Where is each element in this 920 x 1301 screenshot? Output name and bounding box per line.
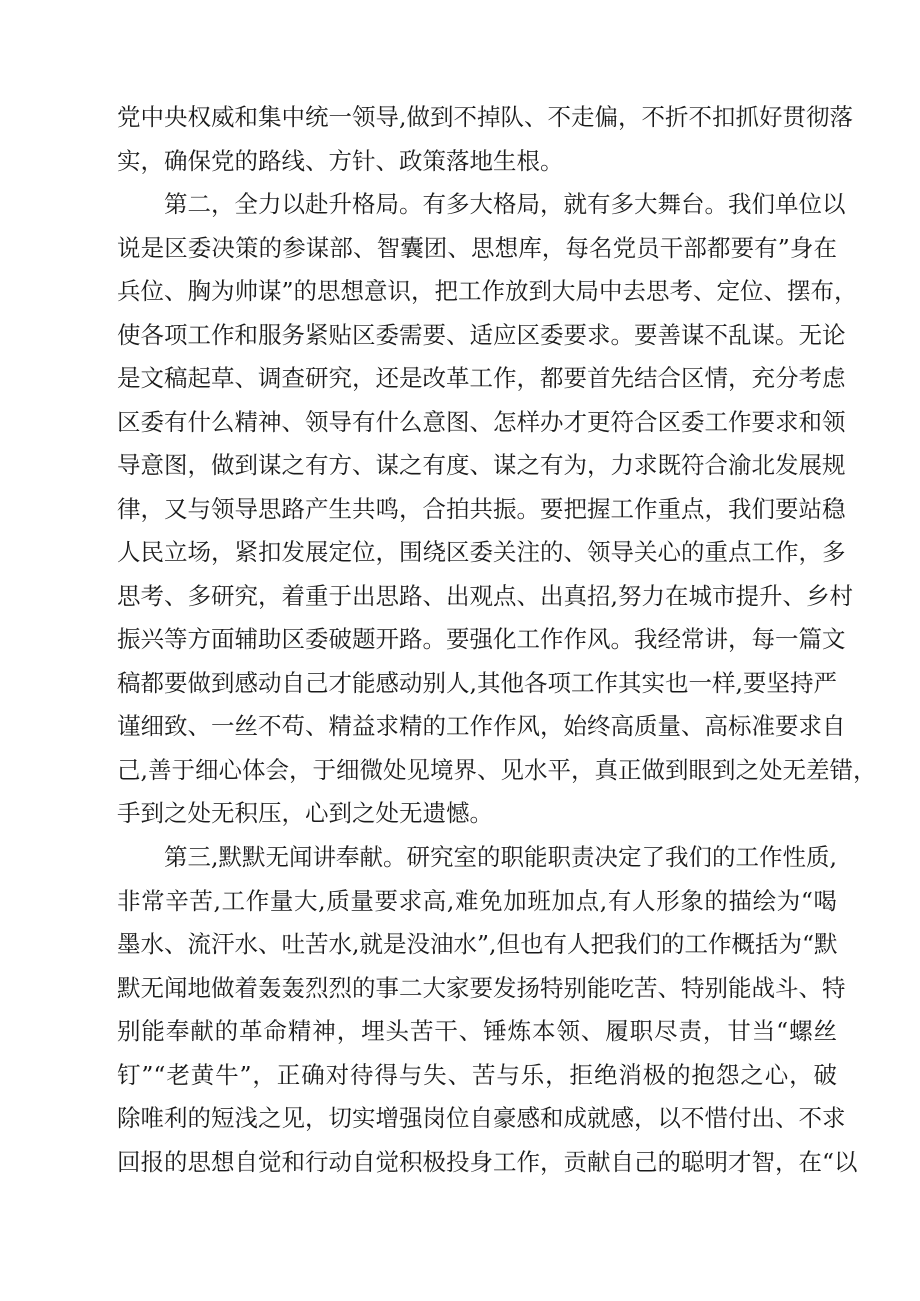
text-line: 非常辛苦,工作量大,质量要求高,难免加班加点,有人形象的描绘为“喝 [117,886,837,915]
text-line: 区委有什么精神、领导有什么意图、怎样办才更符合区委工作要求和领 [117,407,846,436]
text-line: 别能奉献的革命精神，埋头苦干、锤炼本领、履职尽责，甘当“螺丝 [117,1017,837,1045]
paragraph-continued [117,96,853,183]
text-line: 第二，全力以赴升格局。有多大格局，就有多大舞台。我们单位以 [164,190,846,218]
text-line: 导意图，做到谋之有方、谋之有度、谋之有为，力求既符合渝北发展规 [117,451,846,479]
text-line: 说是区委决策的参谋部、智囊团、思想库，每名党员干部都要有”身在 [117,233,837,262]
text-line: 稿都要做到感动自己才能感动别人,其他各项工作其实也一样,要坚持严 [117,668,837,697]
text-line: 除唯利的短浅之见，切实增强岗位自豪感和成就感，以不惜付出、不求 [117,1104,846,1132]
text-line: 己,善于细心体会，于细微处见境界、见水平，真正做到眼到之处无差错， [117,755,877,784]
text-line: 律，又与领导思路产生共鸣，合拍共振。要把握工作重点，我们要站稳 [117,494,846,523]
text-line: 人民立场，紧扣发展定位，围绕区委关注的、领导关心的重点工作，多 [117,538,846,566]
text-line: 钉”“老黄牛”，正确对待得与失、苦与乐，拒绝消极的抱怨之心，破 [117,1060,837,1089]
text-line: 默无闻地做着轰轰烈烈的事二大家要发扬特别能吃苦、特别能战斗、特 [117,973,846,1002]
text-line: 思考、多研究，着重于出思路、出观点、出真招,努力在城市提升、乡村 [117,581,853,610]
text-line: 党中央权威和集中统一领导,做到不掉队、不走偏，不折不扣抓好贯彻落 [117,103,853,131]
text-line: 第三,默默无闻讲奉献。研究室的职能职责决定了我们的工作性质, [164,843,837,871]
text-line: 谨细致、一丝不苟、精益求精的工作作风，始终高质量、高标准要求自 [117,712,846,740]
text-line: 回报的思想自觉和行动自觉积极投身工作，贡献自己的聪明才智，在“以 [117,1147,858,1176]
text-line: 手到之处无积压，心到之处无遗憾。 [117,799,493,827]
text-line: 是文稿起草、调查研究，还是改革工作，都要首先结合区情，充分考虑 [117,364,846,392]
text-line: 实，确保党的路线、方针、政策落地生根。 [117,146,564,175]
text-line: 使各项工作和服务紧贴区委需要、适应区委要求。要善谋不乱谋。无论 [117,320,846,349]
paragraph-second-point [117,183,877,836]
text-line: 振兴等方面辅助区委破题开路。要强化工作作风。我经常讲，每一篇文 [117,625,846,653]
text-line: 兵位、胸为帅谋”的思想意识，把工作放到大局中去思考、定位、摆布， [117,277,858,305]
paragraph-third-point [117,836,858,1184]
text-line: 墨水、流汗水、吐苦水,就是没油水”,但也有人把我们的工作概括为“默 [117,930,838,958]
